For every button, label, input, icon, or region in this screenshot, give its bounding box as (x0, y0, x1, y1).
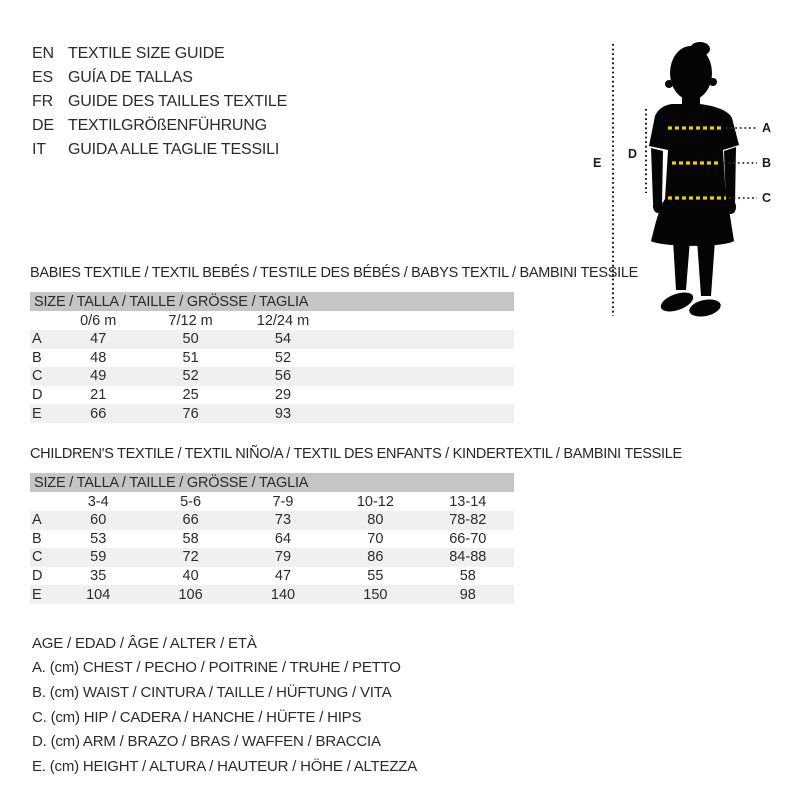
size-row-B (30, 530, 514, 549)
value-cell: 55 (367, 568, 384, 585)
value-cell: 52 (182, 368, 199, 385)
legend-line: AGE / EDAD / ÂGE / ALTER / ETÀ (32, 634, 257, 652)
value-cell: 58 (459, 568, 476, 585)
legend-line: A. (cm) CHEST / PECHO / POITRINE / TRUHE / PETTO (32, 659, 401, 677)
value-cell: 52 (274, 349, 292, 366)
row-label-cell: A (32, 512, 42, 529)
size-row-C (30, 367, 514, 386)
measurement-diagram (585, 28, 800, 328)
language-row (32, 42, 287, 66)
value-cell: 47 (90, 331, 107, 348)
language-code: FR (32, 93, 53, 110)
row-label-cell: E (32, 586, 42, 603)
value-cell: 66-70 (449, 530, 487, 547)
size-row-A (30, 511, 514, 530)
value-cell: 53 (90, 530, 107, 547)
column-header-cell: 10-12 (329, 492, 421, 511)
value-cell: 106 (178, 586, 203, 603)
child-silhouette-icon (649, 42, 739, 319)
column-header-cell (422, 311, 514, 330)
value-cell: 140 (270, 586, 296, 603)
value-cell: 56 (274, 368, 292, 385)
value-cell: 79 (274, 549, 292, 566)
column-header-cell: 3-4 (52, 492, 144, 511)
value-cell: 59 (90, 549, 107, 566)
size-row-E (30, 404, 514, 423)
language-row (32, 138, 287, 162)
row-label-cell: B (32, 530, 42, 547)
size-row-A (30, 330, 514, 349)
value-cell: 66 (182, 512, 199, 529)
column-header-cell: 5-6 (144, 492, 236, 511)
value-cell: 60 (90, 512, 107, 529)
language-code: EN (32, 45, 54, 62)
value-cell (422, 349, 514, 368)
language-code: ES (32, 69, 53, 86)
value-cell: 35 (90, 568, 107, 585)
value-cell (329, 404, 421, 423)
value-cell: 54 (274, 331, 292, 348)
column-header-row (30, 311, 514, 330)
value-cell: 29 (274, 387, 292, 404)
column-header-empty (30, 311, 52, 330)
value-cell: 58 (182, 530, 199, 547)
language-guide-title: TEXTILGRÖßENFÜHRUNG (68, 117, 267, 134)
chest-label: A (762, 121, 772, 135)
size-header-cell: SIZE / TALLA / TAILLE / GRÖSSE / TAGLIA (30, 473, 514, 492)
legend-line: C. (cm) HIP / CADERA / HANCHE / HÜFTE / HIPS (32, 708, 362, 726)
value-cell: 84-88 (449, 549, 487, 566)
column-header-cell (329, 311, 421, 330)
column-header-row (30, 492, 514, 511)
column-header-cell: 12/24 m (237, 311, 329, 330)
row-label-cell: B (32, 349, 42, 366)
value-cell: 72 (182, 549, 199, 566)
column-header-empty (30, 492, 52, 511)
children-section-title: CHILDREN'S TEXTILE / TEXTIL NIÑO/A / TEXTIL DES ENFANTS / KINDERTEXTIL / BAMBINI TESSILE (30, 446, 682, 462)
babies-section-title: BABIES TEXTILE / TEXTIL BEBÉS / TESTILE DES BÉBÉS / BABYS TEXTIL / BAMBINI TESSILE (30, 265, 638, 281)
value-cell (329, 386, 421, 405)
column-header-cell: 0/6 m (52, 311, 144, 330)
row-label-cell: D (32, 568, 43, 585)
row-label-cell: C (32, 549, 43, 566)
value-cell: 86 (367, 549, 384, 566)
measurement-legend (32, 631, 417, 779)
value-cell: 47 (274, 568, 292, 585)
language-code: DE (32, 117, 54, 134)
legend-line: E. (cm) HEIGHT / ALTURA / HAUTEUR / HÖHE / ALTEZZA (32, 757, 418, 775)
value-cell: 98 (459, 586, 476, 603)
value-cell: 48 (90, 349, 107, 366)
value-cell: 21 (90, 387, 107, 404)
size-row-E (30, 585, 514, 604)
value-cell: 70 (367, 530, 384, 547)
language-title-list (32, 42, 287, 162)
value-cell: 25 (182, 387, 199, 404)
value-cell: 93 (274, 405, 292, 422)
row-label-cell: E (32, 405, 42, 422)
language-guide-title: TEXTILE SIZE GUIDE (68, 45, 225, 62)
size-row-D (30, 567, 514, 586)
value-cell: 78-82 (449, 512, 487, 529)
height-label: E (593, 156, 602, 170)
value-cell: 51 (182, 349, 199, 366)
row-label-cell: A (32, 331, 42, 348)
size-row-B (30, 349, 514, 368)
column-header-cell: 7-9 (237, 492, 329, 511)
value-cell: 66 (90, 405, 107, 422)
hip-label: C (762, 191, 772, 205)
value-cell (422, 330, 514, 349)
legend-line: D. (cm) ARM / BRAZO / BRAS / WAFFEN / BRACCIA (32, 733, 381, 751)
arm-label: D (628, 147, 638, 161)
value-cell: 80 (367, 512, 384, 529)
size-row-C (30, 548, 514, 567)
value-cell (422, 404, 514, 423)
language-row (32, 90, 287, 114)
language-row (32, 114, 287, 138)
language-guide-title: GUÍA DE TALLAS (68, 69, 193, 86)
language-code: IT (32, 141, 46, 158)
legend-line: B. (cm) WAIST / CINTURA / TAILLE / HÜFTUNG / VITA (32, 683, 392, 701)
value-cell: 104 (86, 586, 111, 603)
row-label-cell: C (32, 368, 43, 385)
size-header-cell: SIZE / TALLA / TAILLE / GRÖSSE / TAGLIA (30, 292, 514, 311)
waist-label: B (762, 156, 772, 170)
language-guide-title: GUIDA ALLE TAGLIE TESSILI (68, 141, 280, 158)
value-cell (422, 367, 514, 386)
value-cell: 73 (274, 512, 292, 529)
value-cell: 40 (182, 568, 199, 585)
value-cell: 150 (363, 586, 388, 603)
value-cell (422, 386, 514, 405)
value-cell: 64 (274, 530, 292, 547)
size-header-row (30, 473, 514, 492)
babies-size-table (30, 292, 514, 423)
children-size-table (30, 473, 514, 604)
column-header-cell: 13-14 (422, 492, 514, 511)
value-cell: 49 (90, 368, 107, 385)
row-label-cell: D (32, 387, 43, 404)
size-row-D (30, 386, 514, 405)
value-cell: 50 (182, 331, 199, 348)
language-row (32, 66, 287, 90)
value-cell: 76 (182, 405, 199, 422)
value-cell (329, 349, 421, 368)
column-header-cell: 7/12 m (144, 311, 236, 330)
language-guide-title: GUIDE DES TAILLES TEXTILE (68, 93, 288, 110)
size-header-row (30, 292, 514, 311)
value-cell (329, 367, 421, 386)
value-cell (329, 330, 421, 349)
